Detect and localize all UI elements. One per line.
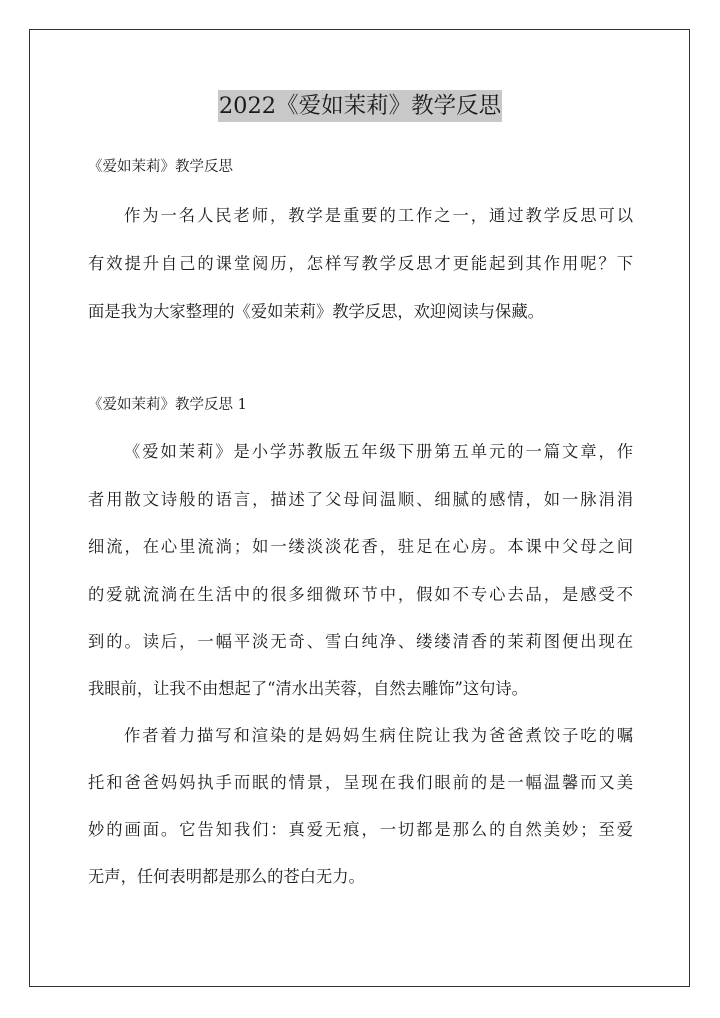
section1-para1-line: 的爱就流淌在生活中的很多细微环节中，假如不专心去品，是感受不	[88, 585, 633, 604]
intro-line: 面是我为大家整理的《爱如茉莉》教学反思，欢迎阅读与保藏。	[88, 302, 544, 321]
section1-para2-line: 作者着力描写和渲染的是妈妈生病住院让我为爸爸煮饺子吃的嘱	[124, 726, 633, 745]
intro-heading: 《爱如茉莉》教学反思	[88, 159, 233, 175]
document-title: 2022《爱如茉莉》教学反思	[218, 90, 502, 122]
section1-para2-line: 托和爸爸妈妈执手而眠的情景，呈现在我们眼前的是一幅温馨而又美	[88, 773, 633, 792]
intro-line: 有效提升自己的课堂阅历，怎样写教学反思才更能起到其作用呢？下	[88, 254, 633, 273]
title-container	[0, 90, 720, 122]
section1-para2-line: 无声，任何表明都是那么的苍白无力。	[88, 867, 365, 886]
section1-heading: 《爱如茉莉》教学反思 1	[88, 397, 247, 413]
section1-para1-line: 到的。读后，一幅平淡无奇、雪白纯净、缕缕清香的茉莉图便出现在	[88, 632, 633, 651]
intro-line: 作为一名人民老师，教学是重要的工作之一，通过教学反思可以	[124, 206, 633, 225]
section1-para1-line: 细流，在心里流淌；如一缕淡淡花香，驻足在心房。本课中父母之间	[88, 537, 633, 556]
section1-para1-line: 者用散文诗般的语言，描述了父母间温顺、细腻的感情，如一脉涓涓	[88, 490, 633, 509]
section1-para2-line: 妙的画面。它告知我们：真爱无痕，一切都是那么的自然美妙；至爱	[88, 820, 633, 839]
section1-para1-line: 我眼前，让我不由想起了“清水出芙蓉，自然去雕饰”这句诗。	[88, 679, 528, 698]
section1-para1-line: 《爱如茉莉》是小学苏教版五年级下册第五单元的一篇文章，作	[124, 442, 633, 461]
